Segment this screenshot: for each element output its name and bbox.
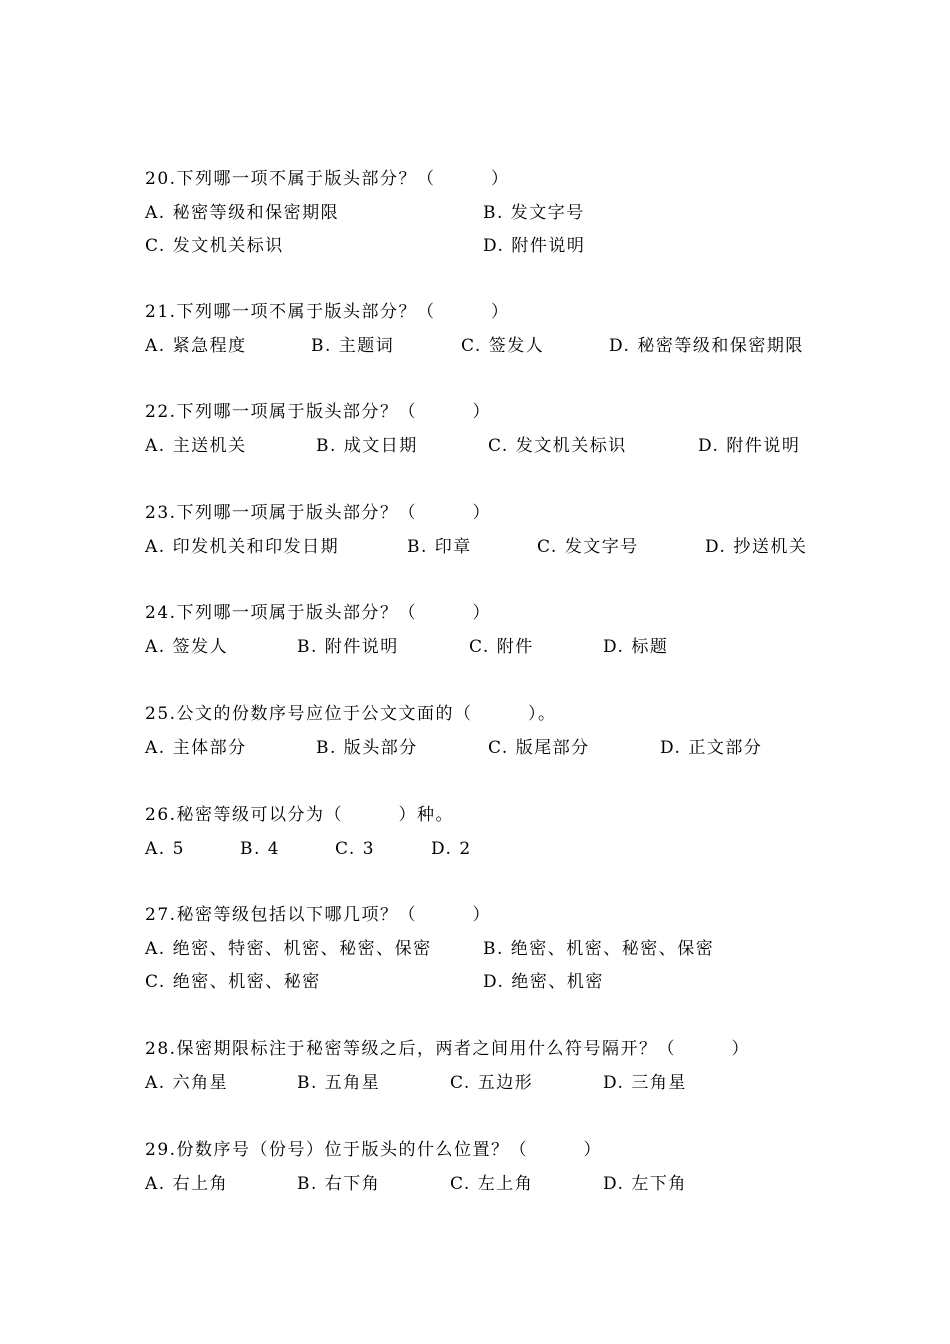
question-stem: 26.秘密等级可以分为（ ）种。 — [145, 805, 455, 825]
option-b: B. 右下角 — [297, 1174, 381, 1194]
option-c: C. 签发人 — [461, 336, 545, 356]
option-c: C. 3 — [335, 839, 376, 859]
question-stem: 23.下列哪一项属于版头部分？（ ） — [145, 503, 492, 523]
option-d: D. 绝密、机密 — [483, 972, 604, 992]
option-d: D. 抄送机关 — [705, 537, 808, 557]
question-stem: 21.下列哪一项不属于版头部分？（ ） — [145, 302, 510, 322]
question-stem: 27.秘密等级包括以下哪几项？（ ） — [145, 905, 492, 925]
option-d: D. 秘密等级和保密期限 — [609, 336, 804, 356]
option-d: D. 三角星 — [603, 1073, 687, 1093]
option-a: A. 六角星 — [145, 1073, 229, 1093]
option-a: A. 绝密、特密、机密、秘密、保密 — [145, 939, 432, 959]
question-stem: 25.公文的份数序号应位于公文文面的（ ）。 — [145, 704, 557, 724]
question-stem: 20.下列哪一项不属于版头部分？（ ） — [145, 169, 510, 189]
option-c: C. 发文字号 — [537, 537, 639, 557]
option-b: B. 绝密、机密、秘密、保密 — [483, 939, 715, 959]
option-d: D. 2 — [431, 839, 472, 859]
option-c: C. 附件 — [469, 637, 534, 657]
option-b: B. 成文日期 — [316, 436, 418, 456]
option-a: A. 紧急程度 — [145, 336, 247, 356]
option-b: B. 印章 — [407, 537, 472, 557]
option-a: A. 签发人 — [145, 637, 229, 657]
question-stem: 29.份数序号（份号）位于版头的什么位置？（ ） — [145, 1140, 603, 1160]
option-c: C. 左上角 — [450, 1174, 534, 1194]
option-a: A. 印发机关和印发日期 — [145, 537, 340, 557]
option-a: A. 右上角 — [145, 1174, 229, 1194]
option-a: A. 秘密等级和保密期限 — [145, 203, 340, 223]
option-b: B. 版头部分 — [316, 738, 418, 758]
option-c: C. 绝密、机密、秘密 — [145, 972, 321, 992]
option-d: D. 附件说明 — [483, 236, 586, 256]
option-b: B. 主题词 — [311, 336, 395, 356]
option-d: D. 正文部分 — [660, 738, 763, 758]
option-a: A. 主体部分 — [145, 738, 247, 758]
option-c: C. 版尾部分 — [488, 738, 590, 758]
option-d: D. 左下角 — [603, 1174, 687, 1194]
option-b: B. 发文字号 — [483, 203, 585, 223]
option-b: B. 附件说明 — [297, 637, 399, 657]
option-d: D. 附件说明 — [698, 436, 801, 456]
question-stem: 22.下列哪一项属于版头部分？（ ） — [145, 402, 492, 422]
question-stem: 28.保密期限标注于秘密等级之后，两者之间用什么符号隔开？（ ） — [145, 1039, 751, 1059]
option-b: B. 五角星 — [297, 1073, 381, 1093]
option-c: C. 五边形 — [450, 1073, 534, 1093]
option-c: C. 发文机关标识 — [145, 236, 284, 256]
option-d: D. 标题 — [603, 637, 669, 657]
option-c: C. 发文机关标识 — [488, 436, 627, 456]
option-a: A. 5 — [145, 839, 185, 859]
option-b: B. 4 — [240, 839, 281, 859]
question-stem: 24.下列哪一项属于版头部分？（ ） — [145, 603, 492, 623]
option-a: A. 主送机关 — [145, 436, 247, 456]
